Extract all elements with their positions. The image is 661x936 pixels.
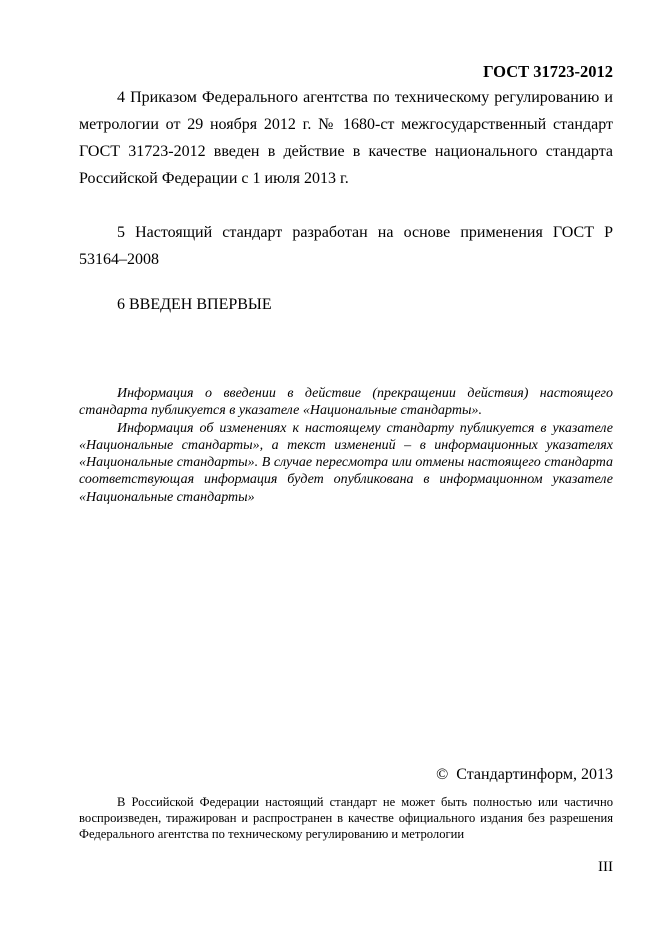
page-number: III [598, 859, 613, 875]
copyright-line [436, 765, 613, 785]
copyright-holder: Стандартинформ, 2013 [456, 766, 613, 783]
paragraph-6-introduced-first: 6 ВВЕДЕН ВПЕРВЫЕ [117, 296, 272, 313]
copyright-icon: © [436, 766, 449, 783]
reproduction-notice: В Российской Федерации настоящий стандарт не может быть полностью или частично воспроизведен, тиражирован и распространен в качестве официального издания без разрешения Федерального агентства по техническому регулированию и метрологии [79, 795, 613, 841]
paragraph-5-basis: 5 Настоящий стандарт разработан на основе применения ГОСТ Р 53164–2008 [79, 224, 613, 268]
document-code-header: ГОСТ 31723-2012 [483, 62, 613, 81]
info-paragraph-introduction: Информация о введении в действие (прекращении действия) настоящего стандарта публикуется в указателе «Национальные стандарты». [79, 386, 613, 419]
publication-info-block [79, 385, 613, 506]
info-paragraph-changes: Информация об изменениях к настоящему стандарту публикуется в указателе «Национальные стандарты», а текст изменений – в информационных указателях «Национальные стандарты». В случае пересмотра или отмены настоящего стандарта соответствующая информация будет опубликована в информационном указателе «Национальные стандарты» [79, 420, 613, 505]
paragraph-4-approval-order: 4 Приказом Федерального агентства по техническому регулированию и метрологии от 29 ноября 2012 г. № 1680-ст межгосударственный стандарт ГОСТ 31723-2012 введен в действие в качестве национального стандарта Российской Федерации с 1 июля 2013 г. [79, 89, 613, 187]
